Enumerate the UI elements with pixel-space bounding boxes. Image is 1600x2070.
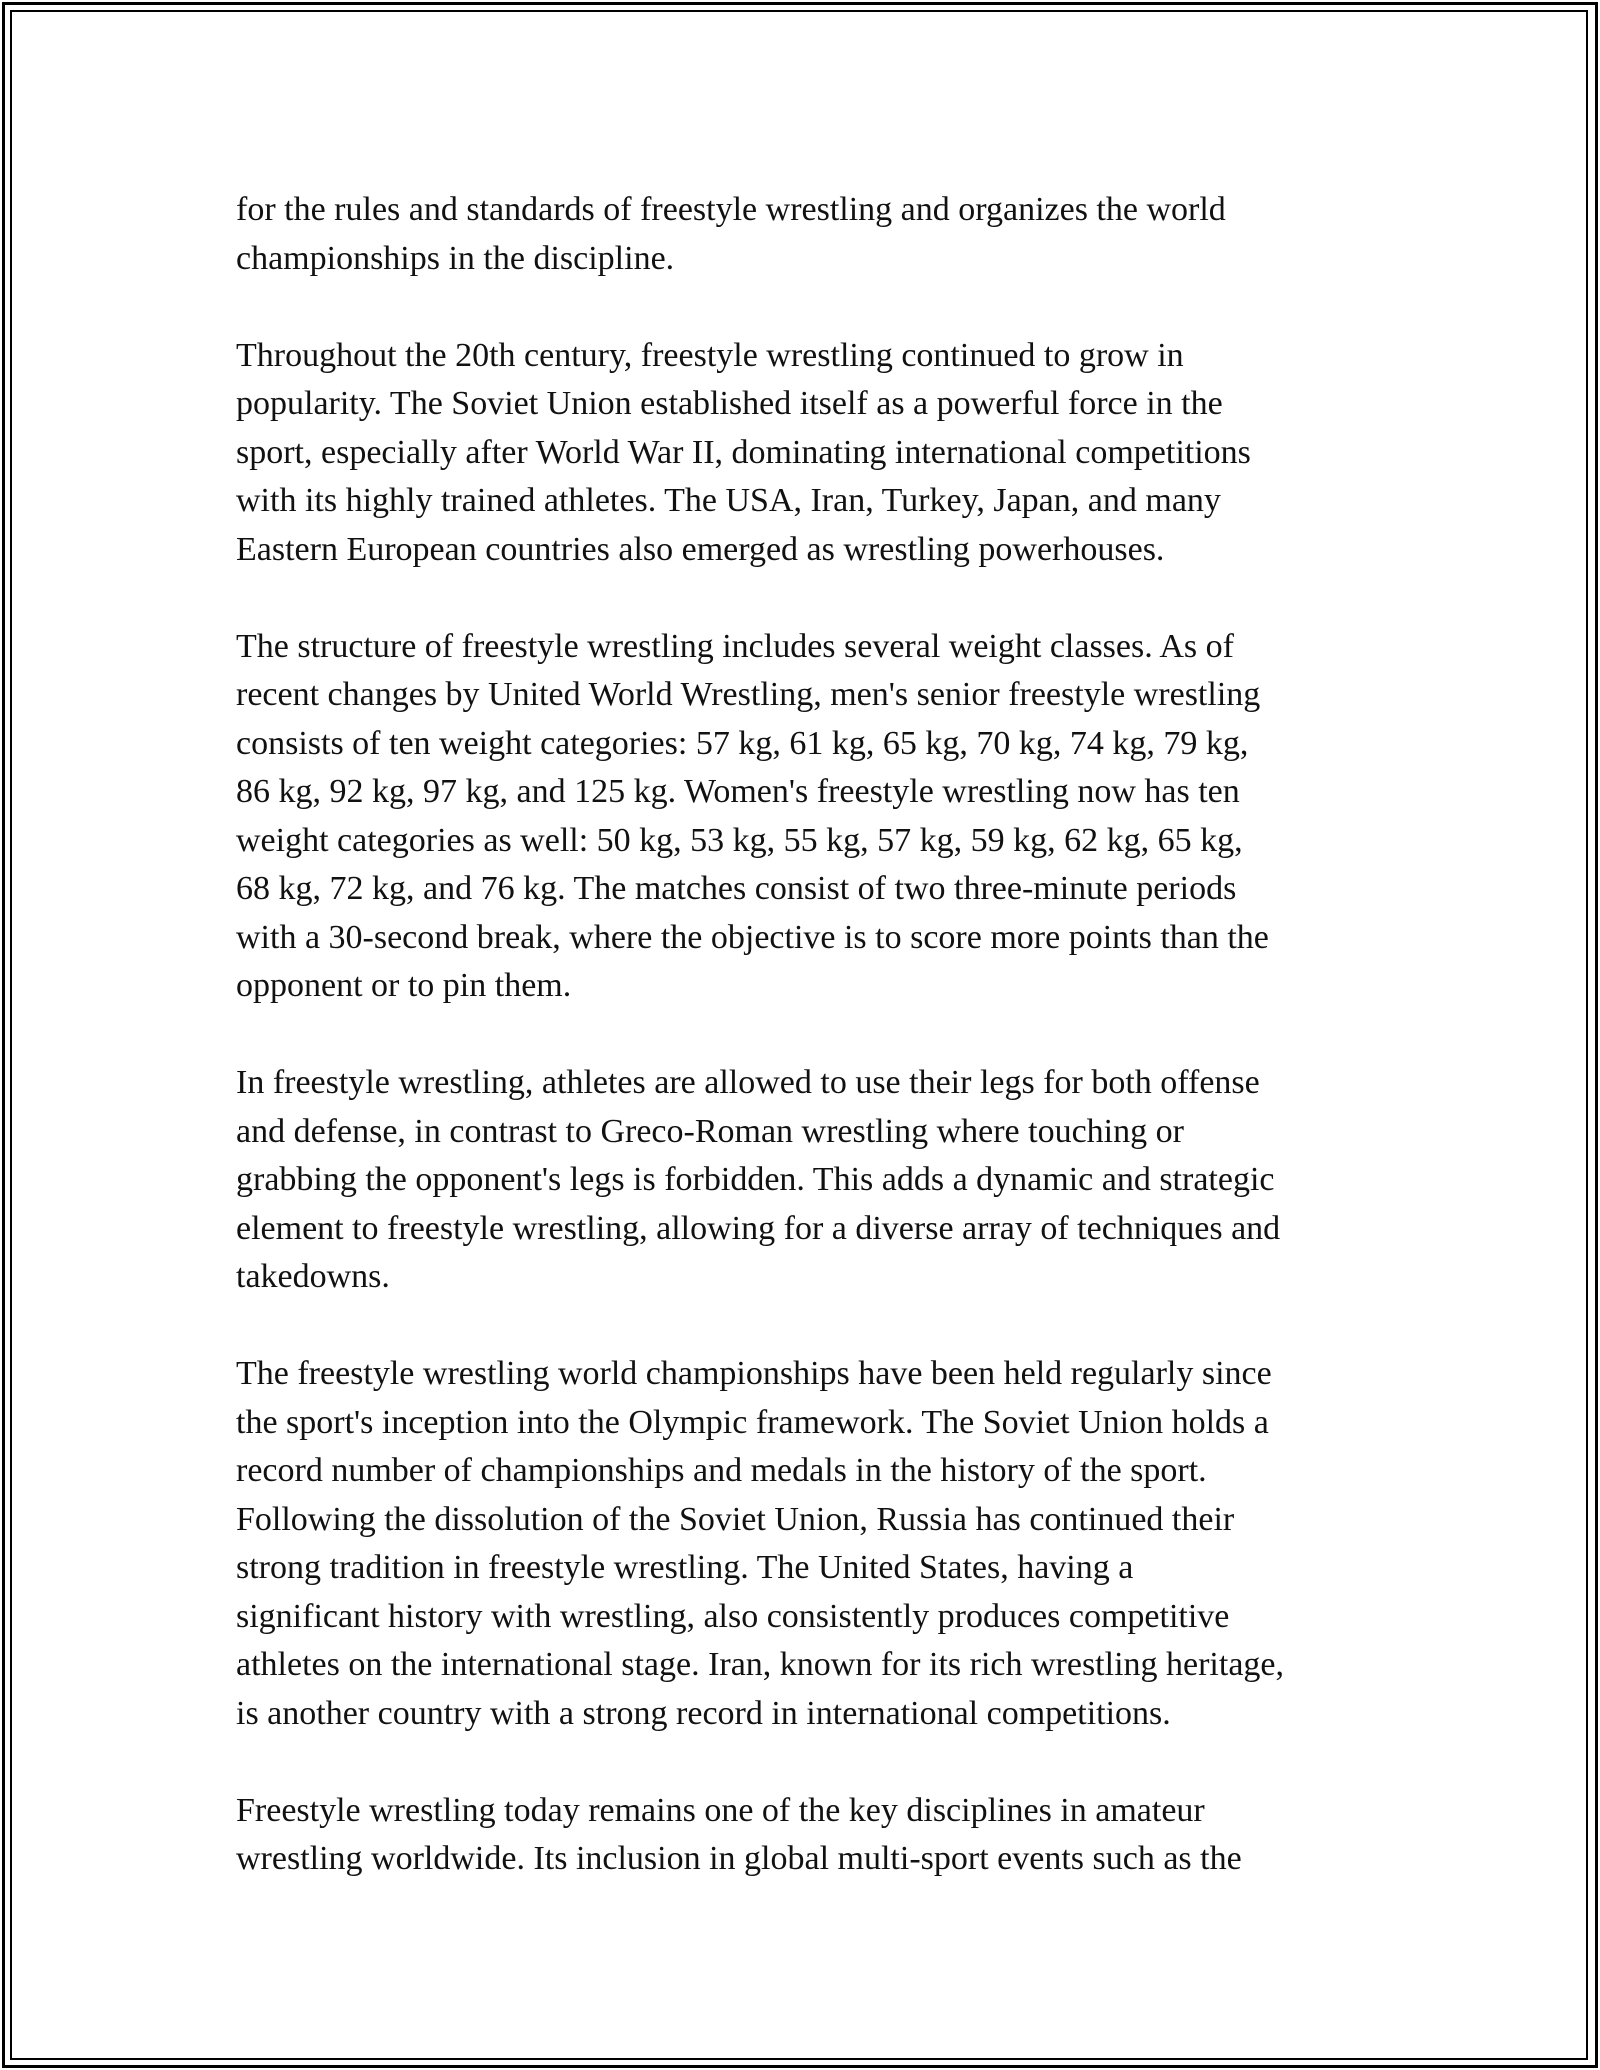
document-body (236, 186, 1376, 1932)
paragraph-6: Freestyle wrestling today remains one of the key disciplines in amateur wrestling worldwide. Its inclusion in global multi-sport events such as the (236, 1791, 1242, 1877)
paragraph-1: for the rules and standards of freestyle wrestling and organizes the world championships in the discipline. (236, 191, 1226, 277)
paragraph-3: The structure of freestyle wrestling includes several weight classes. As of recent changes by United World Wrestling, men's senior freestyle wrestling consists of ten weight categories: 57 kg, 61 kg, 65 kg, 70 kg, 74 kg, 79 kg, 86 kg, 92 kg, 97 kg, and 125 kg. Women's freestyle wrestling now has ten weight categories as well: 50 kg, 53 kg, 55 kg, 57 kg, 59 kg, 62 kg, 65 kg, 68 kg, 72 kg, and 76 kg. The matches consist of two three-minute periods with a 30-second break, where the objective is to score more points than the opponent or to pin them. (236, 627, 1269, 1004)
paragraph-5: The freestyle wrestling world championships have been held regularly since the sport's inception into the Olympic framework. The Soviet Union holds a record number of championships and medals in the history of the sport. Following the dissolution of the Soviet Union, Russia has continued their strong tradition in freestyle wrestling. The United States, having a significant history with wrestling, also consistently produces competitive athletes on the international stage. Iran, known for its rich wrestling heritage, is another country with a strong record in international competitions. (236, 1355, 1285, 1732)
paragraph-2: Throughout the 20th century, freestyle wrestling continued to grow in popularity. The Soviet Union established itself as a powerful force in the sport, especially after World War II, dominating international competitions with its highly trained athletes. The USA, Iran, Turkey, Japan, and many Eastern European countries also emerged as wrestling powerhouses. (236, 336, 1251, 568)
paragraph-4: In freestyle wrestling, athletes are allowed to use their legs for both offense and defense, in contrast to Greco-Roman wrestling where touching or grabbing the opponent's legs is forbidden. This adds a dynamic and strategic element to freestyle wrestling, allowing for a diverse array of techniques and takedowns. (236, 1064, 1281, 1295)
